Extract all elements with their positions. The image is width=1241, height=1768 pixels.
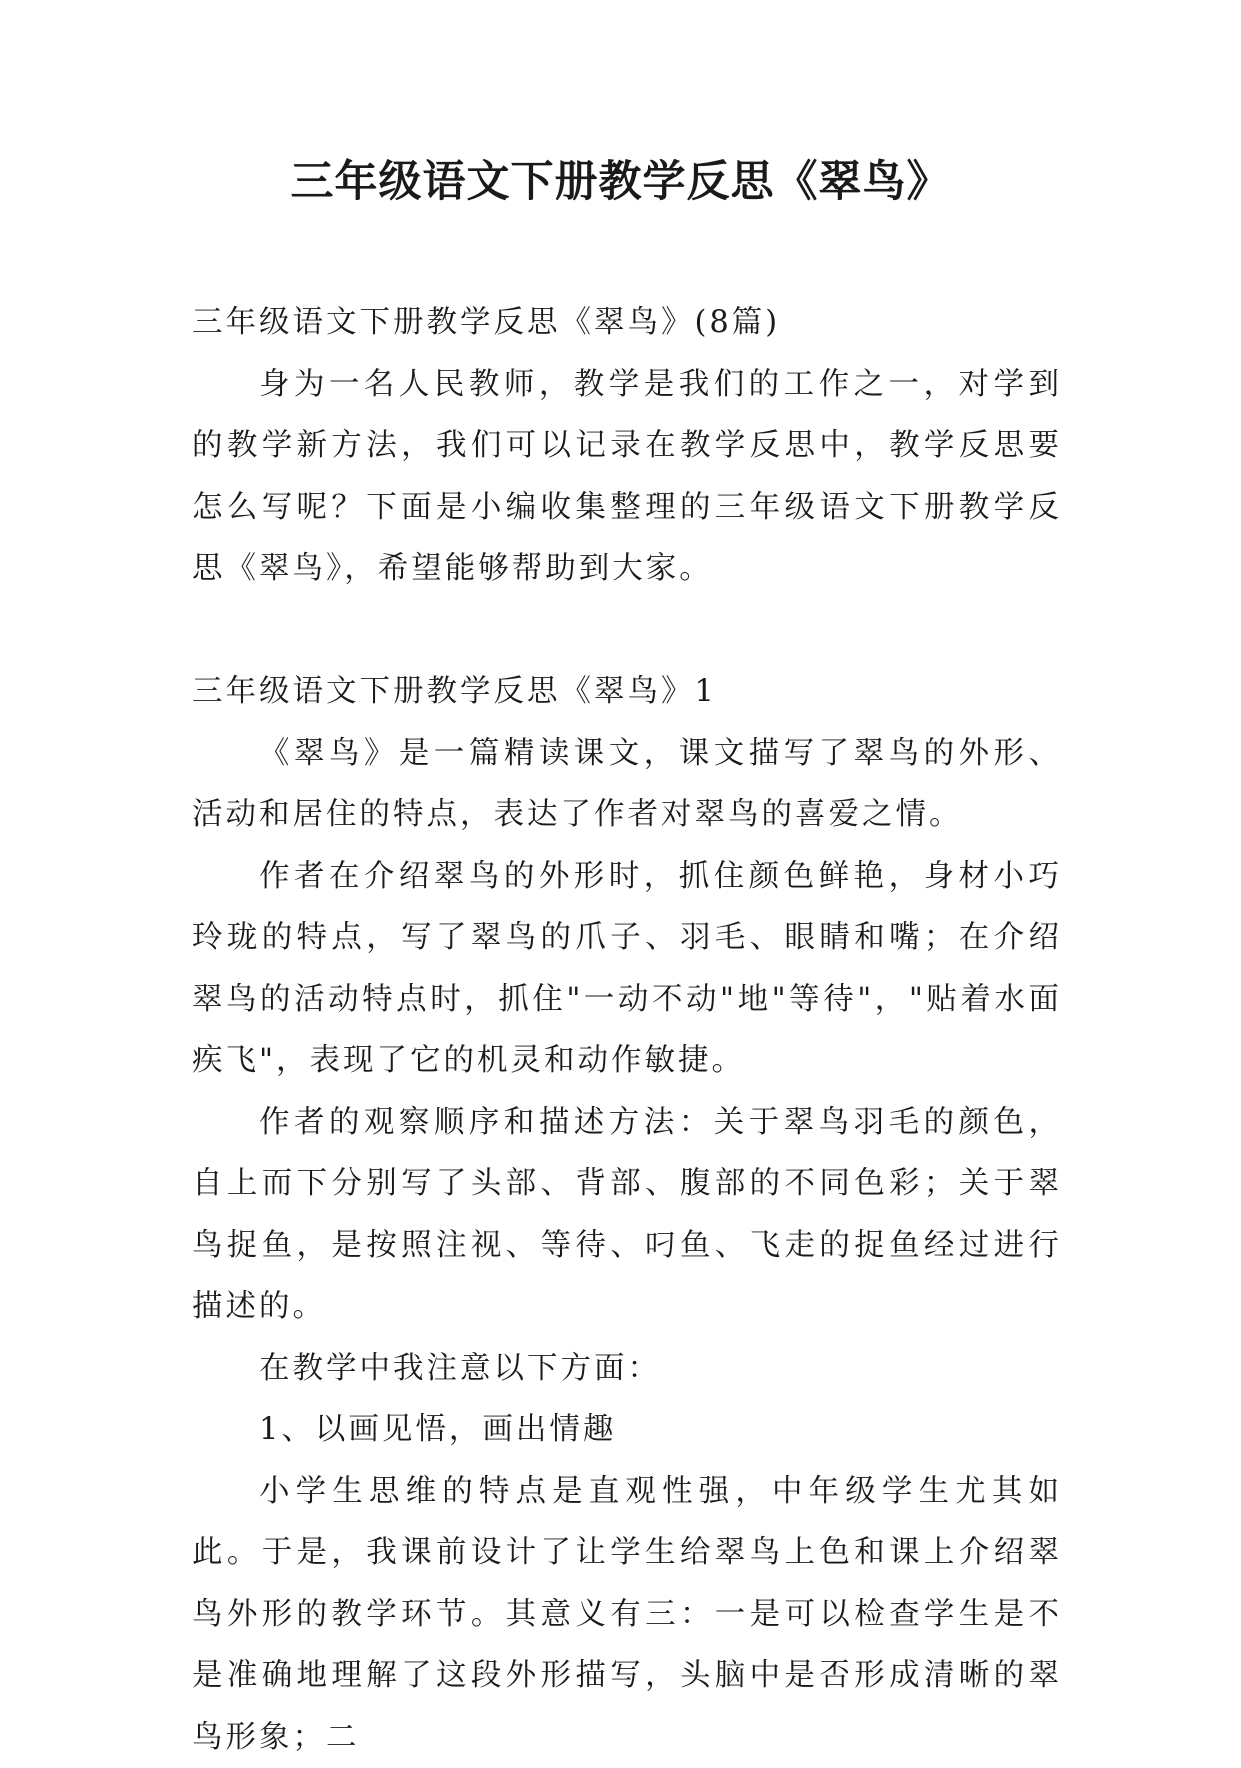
paragraph-spacer (192, 600, 1062, 662)
section-heading: 三年级语文下册教学反思《翠鸟》1 (192, 661, 1062, 723)
body-paragraph: 小学生思维的特点是直观性强，中年级学生尤其如此。于是，我课前设计了让学生给翠鸟上色和课上介绍翠鸟外形的教学环节。其意义有三：一是可以检查学生是不是准确地理解了这段外形描写，头脑中是否形成清晰的翠鸟形象；二 (192, 1461, 1062, 1768)
document-title: 三年级语文下册教学反思《翠鸟》 (0, 152, 1241, 212)
body-paragraph: 《翠鸟》是一篇精读课文，课文描写了翠鸟的外形、活动和居住的特点，表达了作者对翠鸟的喜爱之情。 (192, 723, 1062, 846)
document-subtitle: 三年级语文下册教学反思《翠鸟》(8篇) (192, 292, 1062, 354)
body-paragraph: 作者的观察顺序和描述方法：关于翠鸟羽毛的颜色，自上而下分别写了头部、背部、腹部的不同色彩；关于翠鸟捉鱼，是按照注视、等待、叼鱼、飞走的捉鱼经过进行描述的。 (192, 1092, 1062, 1338)
document-body (192, 292, 1062, 1768)
body-paragraph: 在教学中我注意以下方面： (192, 1338, 1062, 1400)
intro-paragraph: 身为一名人民教师，教学是我们的工作之一，对学到的教学新方法，我们可以记录在教学反思中，教学反思要怎么写呢？下面是小编收集整理的三年级语文下册教学反思《翠鸟》，希望能够帮助到大家。 (192, 354, 1062, 600)
subheading-paragraph: 1、以画见悟，画出情趣 (192, 1399, 1062, 1461)
body-paragraph: 作者在介绍翠鸟的外形时，抓住颜色鲜艳，身材小巧玲珑的特点，写了翠鸟的爪子、羽毛、眼睛和嘴；在介绍翠鸟的活动特点时，抓住"一动不动"地"等待"，"贴着水面疾飞"，表现了它的机灵和动作敏捷。 (192, 846, 1062, 1092)
